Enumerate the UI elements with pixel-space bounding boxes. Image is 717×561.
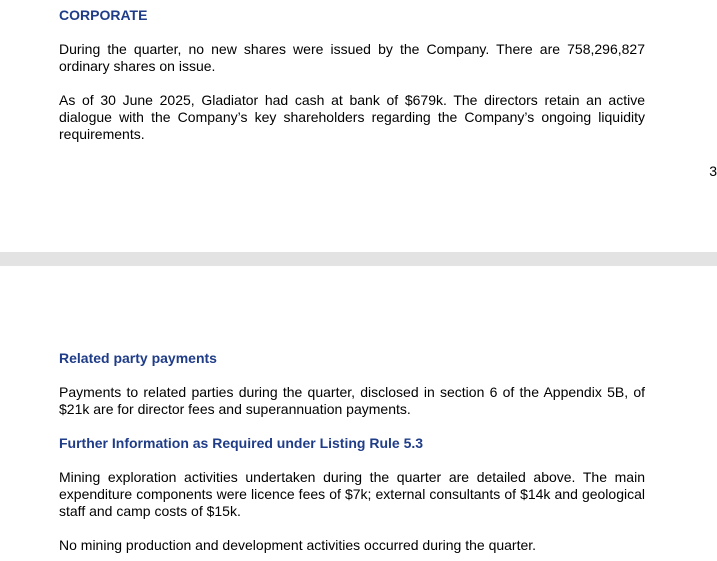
cash-paragraph: As of 30 June 2025, Gladiator had cash at bank of $679k. The directors retain an active dialogue with the Company’s key shareholders regarding the Company’s ongoing liquidity requirements. <box>59 92 645 142</box>
document-page-bottom <box>0 266 717 561</box>
corporate-heading: CORPORATE <box>59 7 148 23</box>
production-paragraph: No mining production and development activities occurred during the quarter. <box>59 537 537 553</box>
page-separator <box>0 252 717 266</box>
shares-paragraph: During the quarter, no new shares were issued by the Company. There are 758,296,827 ordinary shares on issue. <box>59 41 645 74</box>
listing-rule-heading: Further Information as Required under Listing Rule 5.3 <box>59 435 424 451</box>
expenditure-paragraph: Mining exploration activities undertaken during the quarter are detailed above. The main expenditure components were licence fees of $7k; external consultants of $14k and geological staff and camp costs of $15k. <box>59 469 645 519</box>
document-page-top <box>0 0 717 252</box>
related-party-heading: Related party payments <box>59 350 217 366</box>
related-party-paragraph: Payments to related parties during the quarter, disclosed in section 6 of the Appendix 5B, of $21k are for director fees and superannuation payments. <box>59 384 645 417</box>
page-number: 3 <box>709 163 717 179</box>
